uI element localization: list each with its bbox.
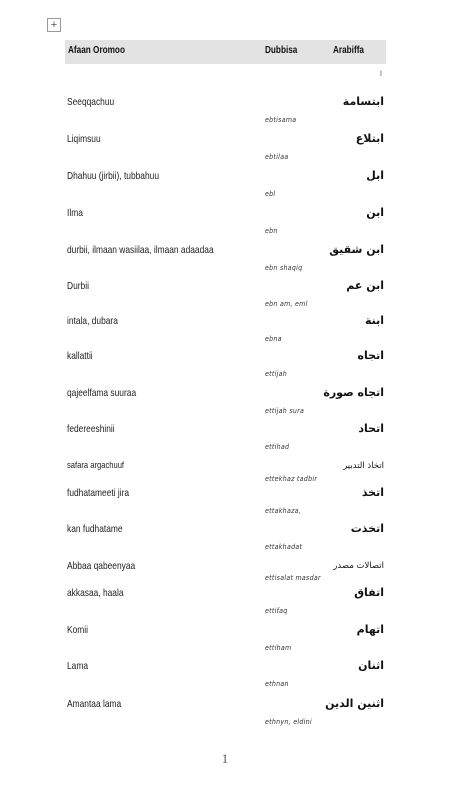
- oromo-cell: fudhatameeti jira: [67, 487, 130, 499]
- arabic-cell: ابل: [366, 169, 384, 182]
- oromo-cell: Amantaa lama: [67, 698, 122, 710]
- pronunciation-cell: ethnyn, eldini: [265, 718, 312, 726]
- table-header: [65, 40, 386, 64]
- oromo-cell: Durbii: [67, 280, 89, 292]
- table-row: [0, 624, 450, 654]
- pronunciation-cell: ebtilaa: [265, 153, 289, 161]
- arabic-cell: اتحاد: [358, 422, 384, 435]
- pronunciation-cell: ethnan: [265, 680, 289, 688]
- table-row: [0, 244, 450, 274]
- table-row: [0, 660, 450, 690]
- oromo-cell: Dhahuu (jirbii), tubbahuu: [67, 170, 159, 182]
- table-row: [0, 587, 450, 617]
- arabic-cell: ابتلاع: [355, 132, 384, 145]
- arabic-cell: اثنان: [358, 659, 384, 672]
- table-row: [0, 387, 450, 417]
- page-number: 1: [221, 751, 229, 766]
- arabic-cell: اتصالات مصدر: [333, 561, 384, 571]
- pronunciation-cell: ebl: [265, 190, 276, 198]
- pronunciation-cell: ebtisama: [265, 116, 297, 124]
- table-row: [0, 487, 450, 517]
- arabic-cell: ابنة: [364, 314, 384, 327]
- arabic-cell: ابتسامة: [342, 95, 384, 108]
- table-row: [0, 96, 450, 126]
- table-row: [0, 207, 450, 237]
- pronunciation-cell: ettijah: [265, 370, 288, 378]
- pronunciation-cell: ettifaq: [265, 607, 288, 615]
- oromo-cell: qajeelfama suuraa: [67, 387, 137, 399]
- oromo-cell: federeeshinii: [67, 423, 115, 435]
- table-row: [0, 133, 450, 163]
- oromo-cell: intala, dubara: [67, 315, 118, 327]
- oromo-cell: Seeqqachuu: [67, 96, 115, 108]
- oromo-cell: Komii: [67, 624, 89, 636]
- oromo-cell: safara argachuuf: [67, 460, 125, 471]
- table-row: [0, 350, 450, 380]
- header-afaan-oromoo: Afaan Oromoo: [68, 45, 125, 56]
- pronunciation-cell: ettekhaz tadbir: [265, 475, 318, 483]
- move-handle-icon: +: [50, 18, 58, 31]
- table-row: [0, 315, 450, 345]
- table-row: [0, 280, 450, 310]
- arabic-cell: ابن شقيق: [329, 243, 384, 256]
- table-row: [0, 698, 450, 728]
- top-mark: ا: [380, 71, 382, 78]
- table-row: [0, 170, 450, 200]
- oromo-cell: kallattii: [67, 350, 93, 362]
- arabic-cell: اتخذ: [361, 486, 384, 499]
- arabic-cell: ابن عم: [346, 279, 384, 292]
- table-row: [0, 423, 450, 453]
- pronunciation-cell: ebn shaqiq: [265, 264, 303, 272]
- arabic-cell: اتهام: [356, 623, 384, 636]
- arabic-cell: اتخذت: [350, 522, 384, 535]
- oromo-cell: Ilma: [67, 207, 83, 219]
- pronunciation-cell: ebn am, eml: [265, 300, 308, 308]
- arabic-cell: اثنين الدين: [325, 697, 384, 710]
- pronunciation-cell: ettijah sura: [265, 407, 305, 415]
- header-arabiffa: Arabiffa: [333, 45, 364, 56]
- pronunciation-cell: ebna: [265, 335, 282, 343]
- oromo-cell: kan fudhatame: [67, 523, 123, 535]
- pronunciation-cell: ettakhadat: [265, 543, 303, 551]
- pronunciation-cell: ettisalat masdar: [265, 574, 321, 582]
- pronunciation-cell: ettakhaza,: [265, 507, 302, 515]
- arabic-cell: اتفاق: [354, 586, 384, 599]
- table-move-handle[interactable]: [47, 18, 61, 32]
- arabic-cell: اتخاذ التدبير: [343, 461, 384, 471]
- oromo-cell: durbii, ilmaan wasiilaa, ilmaan adaadaa: [67, 244, 214, 256]
- oromo-cell: Lama: [67, 660, 89, 672]
- header-dubbisa: Dubbisa: [265, 45, 298, 56]
- arabic-cell: ابن: [366, 206, 384, 219]
- pronunciation-cell: ettiham: [265, 644, 292, 652]
- oromo-cell: Abbaa qabeenyaa: [67, 560, 136, 572]
- pronunciation-cell: ebn: [265, 227, 278, 235]
- oromo-cell: Liqimsuu: [67, 133, 101, 145]
- oromo-cell: akkasaa, haala: [67, 587, 124, 599]
- arabic-cell: اتجاه صورة: [323, 386, 384, 399]
- arabic-cell: اتجاه: [357, 349, 384, 362]
- pronunciation-cell: ettihad: [265, 443, 290, 451]
- table-row: [0, 523, 450, 553]
